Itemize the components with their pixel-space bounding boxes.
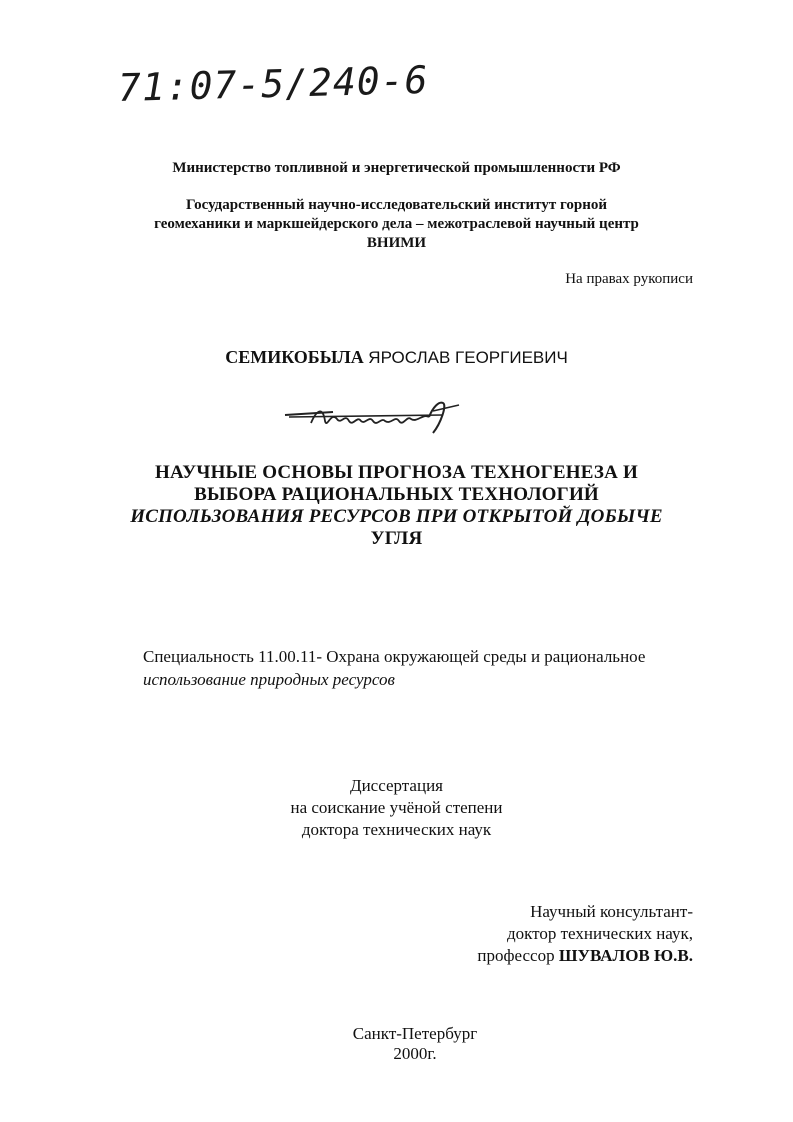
consultant-name: ШУВАЛОВ Ю.В. (558, 946, 693, 965)
dissertation-label: Диссертация (349, 776, 443, 795)
title-line-4: УГЛЯ (370, 528, 423, 549)
institute-line-2: геомеханики и маркшейдерского дела – межотраслевой научный центр (154, 216, 639, 232)
specialty-line-2: использование природных ресурсов (143, 670, 395, 689)
author-name (0, 347, 793, 368)
archive-stamp: 71:07-5/240-6 (117, 57, 429, 111)
year: 2000г. (393, 1044, 437, 1063)
title-line-1: НАУЧНЫЕ ОСНОВЫ ПРОГНОЗА ТЕХНОГЕНЕЗА И (155, 462, 638, 483)
author-signature (283, 393, 463, 441)
consultant-name-line (477, 946, 693, 966)
institute-line-3: ВНИМИ (366, 235, 427, 251)
specialty-line-1: Специальность 11.00.11- Охрана окружающей среды и рациональное (143, 647, 646, 666)
institute-line-1: Государственный научно-исследовательский институт горной (185, 197, 608, 213)
ministry-name: Министерство топливной и энергетической промышленности РФ (172, 160, 621, 176)
specialty (143, 645, 703, 691)
title-line-3: ИСПОЛЬЗОВАНИЯ РЕСУРСОВ ПРИ ОТКРЫТОЙ ДОБЫЧЕ (130, 506, 663, 527)
title-line-2: ВЫБОРА РАЦИОНАЛЬНЫХ ТЕХНОЛОГИЙ (194, 484, 599, 505)
author-given-names: ЯРОСЛАВ ГЕОРГИЕВИЧ (368, 348, 568, 367)
consultant-line-2: доктор технических наук, (506, 924, 693, 943)
dissertation-degree: на соискание учёной степени (290, 798, 503, 817)
rights-note: На правах рукописи (565, 271, 693, 287)
consultant-line-1: Научный консультант- (530, 902, 693, 921)
city: Санкт-Петербург (352, 1024, 478, 1043)
author-surname: СЕМИКОБЫЛА (225, 347, 364, 367)
dissertation-field: доктора технических наук (301, 820, 492, 839)
consultant-title: профессор (477, 946, 555, 965)
